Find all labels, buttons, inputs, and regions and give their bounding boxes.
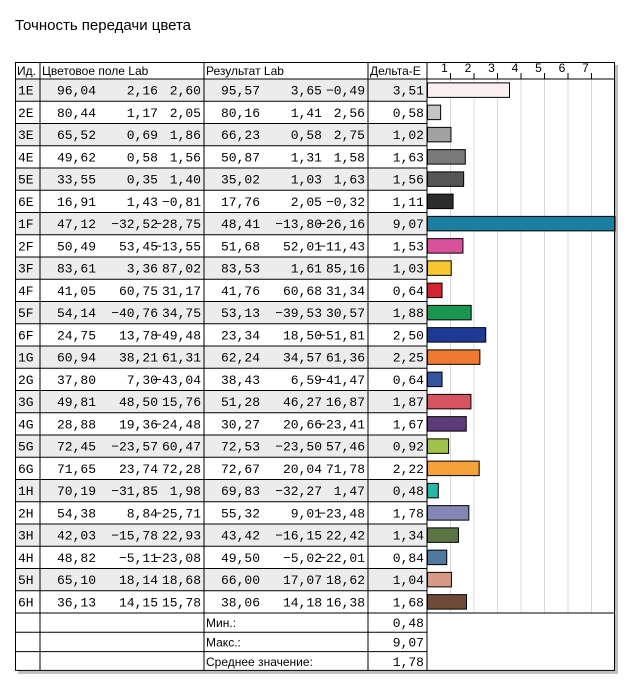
cell-delta-e: 0,92 [392, 439, 424, 455]
table-row [15, 257, 451, 279]
cell-result-lab: 17,07 [282, 573, 322, 589]
cell-ref-lab: 72,45 [56, 439, 96, 455]
cell-result-lab: −0,32 [325, 194, 365, 210]
cell-id: 2G [18, 372, 34, 388]
cell-delta-e: 2,50 [392, 328, 424, 344]
cell-ref-lab: 18,68 [161, 573, 201, 589]
cell-delta-e: 1,63 [392, 150, 424, 166]
cell-ref-lab: 42,03 [56, 528, 96, 544]
x-tick-label: 7 [582, 61, 589, 75]
cell-ref-lab: 36,13 [56, 595, 96, 611]
page-title: Точность передачи цвета [15, 17, 192, 34]
cell-result-lab: 66,00 [220, 573, 260, 589]
table-row [15, 435, 449, 457]
bar [428, 550, 447, 565]
cell-result-lab: −0,49 [325, 83, 365, 99]
cell-result-lab: 16,38 [325, 595, 365, 611]
cell-delta-e: 3,51 [392, 83, 424, 99]
cell-delta-e: 1,02 [392, 128, 424, 144]
cell-result-lab: 80,16 [220, 105, 260, 121]
cell-result-lab: 43,42 [220, 528, 260, 544]
cell-result-lab: 18,62 [325, 573, 365, 589]
bar [428, 461, 480, 476]
cell-result-lab: −51,81 [318, 328, 365, 344]
cell-ref-lab: 60,75 [118, 283, 158, 299]
cell-delta-e: 0,64 [392, 372, 424, 388]
bar [428, 483, 439, 498]
table-row [15, 124, 451, 146]
cell-ref-lab: −23,57 [111, 439, 158, 455]
cell-result-lab: 2,56 [333, 105, 365, 121]
cell-delta-e: 1,78 [392, 506, 424, 522]
cell-result-lab: 2,05 [290, 194, 322, 210]
x-tick-label: 3 [488, 61, 495, 75]
bar [428, 172, 464, 187]
cell-result-lab: 72,67 [220, 461, 260, 477]
cell-ref-lab: 3,36 [126, 261, 158, 277]
table-row [18, 461, 479, 477]
summary-value: 0,48 [392, 616, 424, 632]
summary-value: 1,78 [392, 654, 424, 670]
cell-result-lab: 83,53 [220, 261, 260, 277]
cell-result-lab: 38,06 [220, 595, 260, 611]
cell-ref-lab: 47,12 [56, 217, 96, 233]
cell-result-lab: −5,02 [282, 550, 322, 566]
cell-result-lab: −26,16 [318, 217, 365, 233]
x-tick-label: 4 [511, 61, 519, 75]
cell-result-lab: −22,01 [318, 550, 365, 566]
cell-result-lab: 31,34 [325, 283, 365, 299]
cell-id: 2F [18, 239, 34, 255]
cell-ref-lab: 87,02 [161, 261, 201, 277]
cell-ref-lab: 8,84 [126, 506, 158, 522]
cell-delta-e: 1,53 [392, 239, 424, 255]
bar [428, 239, 463, 254]
cell-result-lab: 1,41 [290, 105, 322, 121]
cell-ref-lab: 60,47 [161, 439, 201, 455]
cell-id: 4G [18, 417, 34, 433]
table-row [15, 168, 464, 190]
bar [428, 283, 443, 298]
cell-delta-e: 9,07 [392, 217, 424, 233]
x-tick-label: 2 [464, 61, 472, 75]
cell-ref-lab: −40,76 [111, 306, 158, 322]
cell-id: 4F [18, 283, 34, 299]
cell-ref-lab: 70,19 [56, 484, 96, 500]
cell-result-lab: 6,59 [290, 372, 322, 388]
cell-result-lab: 22,42 [325, 528, 365, 544]
cell-ref-lab: 33,55 [56, 172, 96, 188]
table-row [18, 150, 465, 166]
cell-ref-lab: 14,15 [118, 595, 158, 611]
cell-ref-lab: 7,30 [126, 372, 158, 388]
table-row [18, 239, 463, 255]
cell-ref-lab: −23,08 [154, 550, 201, 566]
cell-result-lab: 41,76 [220, 283, 260, 299]
cell-delta-e: 1,68 [392, 595, 424, 611]
cell-ref-lab: −31,85 [111, 484, 158, 500]
cell-result-lab: −41,47 [318, 372, 365, 388]
summary-label: Мин.: [206, 616, 236, 631]
bar [428, 328, 486, 343]
cell-result-lab: 50,87 [220, 150, 260, 166]
cell-result-lab: 46,27 [282, 395, 322, 411]
cell-result-lab: 71,78 [325, 461, 365, 477]
cell-ref-lab: 1,56 [169, 150, 201, 166]
cell-result-lab: 55,32 [220, 506, 260, 522]
cell-result-lab: 9,01 [290, 506, 322, 522]
summary-value: 9,07 [392, 635, 424, 651]
bar [428, 372, 443, 387]
cell-result-lab: 35,02 [220, 172, 260, 188]
bar [428, 417, 467, 432]
table-row [15, 346, 480, 368]
cell-delta-e: 0,64 [392, 283, 424, 299]
cell-ref-lab: −43,04 [154, 372, 201, 388]
cell-ref-lab: 1,98 [169, 484, 201, 500]
cell-id: 2H [18, 506, 34, 522]
x-tick-label: 1 [441, 61, 448, 75]
cell-result-lab: 18,50 [282, 328, 322, 344]
cell-id: 3H [18, 528, 34, 544]
cell-ref-lab: 28,88 [56, 417, 96, 433]
cell-ref-lab: 65,10 [56, 573, 96, 589]
cell-id: 5H [18, 573, 34, 589]
cell-id: 6F [18, 328, 34, 344]
cell-ref-lab: 49,81 [56, 395, 96, 411]
cell-ref-lab: 0,35 [126, 172, 158, 188]
cell-result-lab: 14,18 [282, 595, 322, 611]
bar [428, 394, 471, 409]
cell-result-lab: 30,27 [220, 417, 260, 433]
cell-ref-lab: −15,78 [111, 528, 158, 544]
cell-ref-lab: 1,40 [169, 172, 201, 188]
bar [428, 439, 449, 454]
cell-ref-lab: 2,05 [169, 105, 201, 121]
cell-ref-lab: 24,75 [56, 328, 96, 344]
cell-delta-e: 1,11 [392, 194, 424, 210]
cell-result-lab: 30,57 [325, 306, 365, 322]
cell-result-lab: −11,43 [318, 239, 365, 255]
header-id: Ид. [17, 64, 36, 78]
cell-ref-lab: 48,82 [56, 550, 96, 566]
cell-result-lab: 34,57 [282, 350, 322, 366]
cell-result-lab: 16,87 [325, 395, 365, 411]
summary-label: Среднее значение: [206, 654, 313, 669]
cell-result-lab: 57,46 [325, 439, 365, 455]
cell-delta-e: 0,48 [392, 484, 424, 500]
cell-result-lab: 1,47 [333, 484, 365, 500]
cell-ref-lab: 1,17 [126, 105, 158, 121]
cell-ref-lab: −28,75 [154, 217, 201, 233]
bar [428, 194, 454, 209]
cell-id: 5G [18, 439, 34, 455]
cell-ref-lab: 19,36 [118, 417, 158, 433]
cell-ref-lab: −24,48 [154, 417, 201, 433]
cell-delta-e: 2,22 [392, 461, 424, 477]
x-tick-label: 6 [558, 61, 566, 75]
cell-result-lab: −39,53 [275, 306, 322, 322]
cell-result-lab: 20,04 [282, 461, 322, 477]
cell-result-lab: 38,43 [220, 372, 260, 388]
cell-result-lab: 1,03 [290, 172, 322, 188]
cell-ref-lab: 1,43 [126, 194, 158, 210]
cell-ref-lab: 49,62 [56, 150, 96, 166]
bar [428, 127, 451, 142]
bar [428, 350, 480, 365]
cell-result-lab: −23,41 [318, 417, 365, 433]
cell-id: 3G [18, 395, 34, 411]
cell-result-lab: −32,27 [275, 484, 322, 500]
cell-ref-lab: 54,38 [56, 506, 96, 522]
cell-result-lab: 51,28 [220, 395, 260, 411]
cell-result-lab: 51,68 [220, 239, 260, 255]
cell-ref-lab: −5,11 [118, 550, 158, 566]
cell-delta-e: 0,58 [392, 105, 424, 121]
cell-ref-lab: 31,17 [161, 283, 201, 299]
cell-result-lab: 0,58 [290, 128, 322, 144]
summary-label: Макс.: [206, 635, 241, 650]
cell-id: 6E [18, 194, 34, 210]
cell-delta-e: 1,88 [392, 306, 424, 322]
cell-ref-lab: 2,16 [126, 83, 158, 99]
cell-id: 1E [18, 83, 34, 99]
cell-ref-lab: 15,78 [161, 595, 201, 611]
cell-ref-lab: 13,78 [118, 328, 158, 344]
cell-ref-lab: −32,52 [111, 217, 158, 233]
table-row [18, 417, 466, 433]
cell-id: 6H [18, 595, 34, 611]
cell-ref-lab: 53,45 [118, 239, 158, 255]
cell-delta-e: 1,04 [392, 573, 424, 589]
cell-id: 3F [18, 261, 34, 277]
cell-delta-e: 1,03 [392, 261, 424, 277]
cell-ref-lab: 0,69 [126, 128, 158, 144]
cell-result-lab: 23,34 [220, 328, 260, 344]
bar [428, 105, 441, 120]
cell-ref-lab: 71,65 [56, 461, 96, 477]
cell-result-lab: 48,41 [220, 217, 260, 233]
cell-delta-e: 1,56 [392, 172, 424, 188]
table-row [15, 302, 471, 324]
cell-id: 1H [18, 484, 34, 500]
table-row [18, 328, 486, 344]
cell-delta-e: 1,34 [392, 528, 424, 544]
cell-ref-lab: 16,91 [56, 194, 96, 210]
cell-result-lab: 3,65 [290, 83, 322, 99]
bar [428, 305, 472, 320]
cell-delta-e: 2,25 [392, 350, 424, 366]
cell-id: 5E [18, 172, 34, 188]
cell-delta-e: 0,84 [392, 550, 424, 566]
table-row [15, 569, 451, 591]
cell-ref-lab: 61,31 [161, 350, 201, 366]
cell-ref-lab: 23,74 [118, 461, 158, 477]
cell-id: 1G [18, 350, 34, 366]
cell-ref-lab: 34,75 [161, 306, 201, 322]
table-row [15, 391, 471, 413]
cell-result-lab: −13,80 [275, 217, 322, 233]
cell-result-lab: 49,50 [220, 550, 260, 566]
cell-result-lab: 2,75 [333, 128, 365, 144]
table-row [18, 595, 466, 611]
cell-result-lab: −23,50 [275, 439, 322, 455]
bar [428, 261, 452, 276]
cell-ref-lab: 54,14 [56, 306, 96, 322]
cell-result-lab: −16,15 [275, 528, 322, 544]
cell-result-lab: 85,16 [325, 261, 365, 277]
cell-id: 3E [18, 128, 34, 144]
bar [428, 528, 459, 543]
cell-ref-lab: 1,86 [169, 128, 201, 144]
cell-ref-lab: 60,94 [56, 350, 96, 366]
cell-ref-lab: 50,49 [56, 239, 96, 255]
cell-id: 4E [18, 150, 34, 166]
cell-ref-lab: −0,81 [161, 194, 201, 210]
cell-ref-lab: −25,71 [154, 506, 201, 522]
bar [428, 506, 469, 521]
cell-ref-lab: 65,52 [56, 128, 96, 144]
cell-ref-lab: 96,04 [56, 83, 96, 99]
cell-ref-lab: 48,50 [118, 395, 158, 411]
cell-result-lab: 1,63 [333, 172, 365, 188]
cell-result-lab: 17,76 [220, 194, 260, 210]
cell-delta-e: 1,67 [392, 417, 424, 433]
cell-result-lab: 1,61 [290, 261, 322, 277]
cell-ref-lab: −13,55 [154, 239, 201, 255]
cell-id: 4H [18, 550, 34, 566]
cell-ref-lab: 18,14 [118, 573, 158, 589]
bar [428, 83, 510, 98]
header-delta: Дельта-E [370, 64, 421, 78]
cell-ref-lab: 15,76 [161, 395, 201, 411]
cell-result-lab: 61,36 [325, 350, 365, 366]
cell-result-lab: 20,66 [282, 417, 322, 433]
bar [428, 150, 466, 165]
cell-ref-lab: 80,44 [56, 105, 96, 121]
bar [428, 572, 452, 587]
cell-ref-lab: 0,58 [126, 150, 158, 166]
cell-ref-lab: 38,21 [118, 350, 158, 366]
cell-result-lab: 1,58 [333, 150, 365, 166]
cell-result-lab: 53,13 [220, 306, 260, 322]
cell-id: 6G [18, 461, 34, 477]
cell-result-lab: 52,01 [282, 239, 322, 255]
cell-result-lab: −23,48 [318, 506, 365, 522]
cell-result-lab: 1,31 [290, 150, 322, 166]
table-row [18, 506, 469, 522]
cell-id: 1F [18, 217, 34, 233]
cell-ref-lab: 22,93 [161, 528, 201, 544]
cell-result-lab: 66,23 [220, 128, 260, 144]
cell-result-lab: 95,57 [220, 83, 260, 99]
cell-id: 5F [18, 306, 34, 322]
cell-result-lab: 60,68 [282, 283, 322, 299]
cell-ref-lab: 72,28 [161, 461, 201, 477]
cell-delta-e: 1,87 [392, 395, 424, 411]
cell-ref-lab: 37,80 [56, 372, 96, 388]
cell-result-lab: 69,83 [220, 484, 260, 500]
bar [428, 216, 616, 231]
header-result: Результат Lab [206, 64, 284, 78]
cell-ref-lab: 2,60 [169, 83, 201, 99]
cell-ref-lab: 83,61 [56, 261, 96, 277]
cell-ref-lab: −49,48 [154, 328, 201, 344]
table-row [15, 524, 458, 546]
header-field: Цветовое поле Lab [42, 64, 149, 78]
x-tick-label: 5 [535, 61, 542, 75]
cell-ref-lab: 41,05 [56, 283, 96, 299]
table-row [15, 480, 438, 502]
bar [428, 595, 467, 610]
cell-result-lab: 62,24 [220, 350, 260, 366]
cell-id: 2E [18, 105, 34, 121]
cell-result-lab: 72,53 [220, 439, 260, 455]
